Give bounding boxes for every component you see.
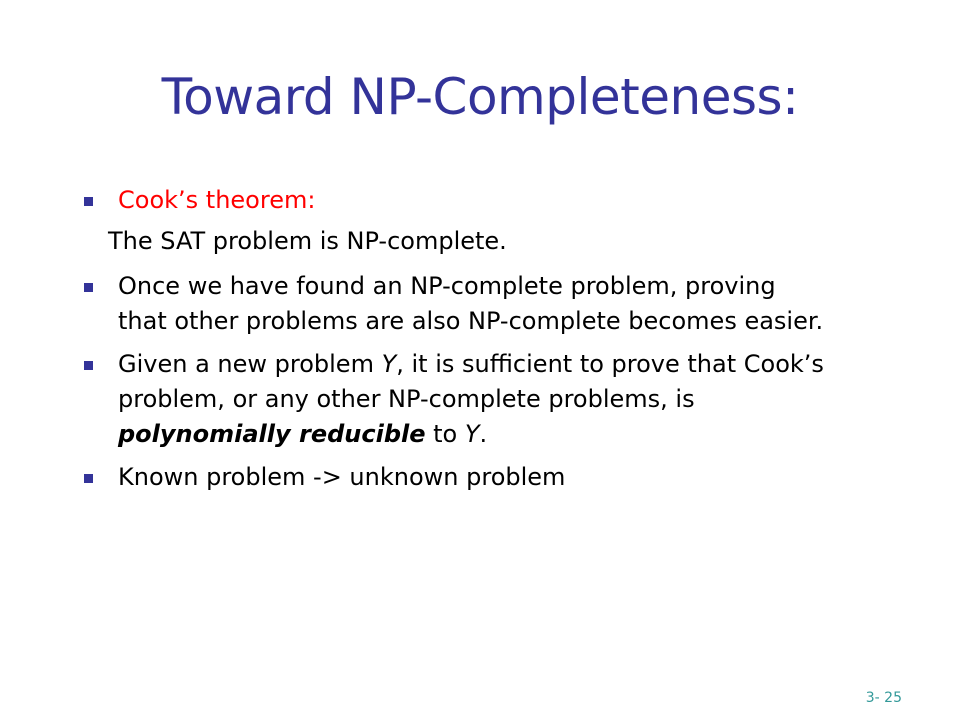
square-bullet-icon — [84, 197, 93, 206]
bullet-text: Cook’s theorem: — [118, 186, 316, 214]
text-segment: , it is sufficient to prove that Cook’s — [396, 350, 824, 378]
text-segment: Given a new problem — [118, 350, 382, 378]
page-number: 3- 25 — [865, 690, 902, 706]
bullet-text-line: problem, or any other NP-complete problems, is — [118, 385, 695, 413]
bullet-text-line — [118, 417, 918, 452]
text-segment: to — [425, 420, 465, 448]
square-bullet-icon — [84, 283, 93, 292]
variable-y: Y — [464, 420, 480, 448]
square-bullet-icon — [84, 361, 93, 370]
text-segment: . — [479, 420, 488, 448]
variable-y: Y — [381, 350, 397, 378]
bullet-text-line — [118, 347, 918, 382]
bullet-text: Known problem -> unknown problem — [118, 463, 566, 491]
emphasis-polynomially-reducible: polynomially reducible — [118, 420, 426, 448]
bullet-text-line: Once we have found an NP-complete problem, proving — [118, 272, 776, 300]
bullet-text-line: that other problems are also NP-complete becomes easier. — [118, 307, 824, 335]
square-bullet-icon — [84, 474, 93, 483]
slide-title: Toward NP-Completeness: — [161, 68, 799, 126]
theorem-statement: The SAT problem is NP-complete. — [108, 227, 507, 255]
